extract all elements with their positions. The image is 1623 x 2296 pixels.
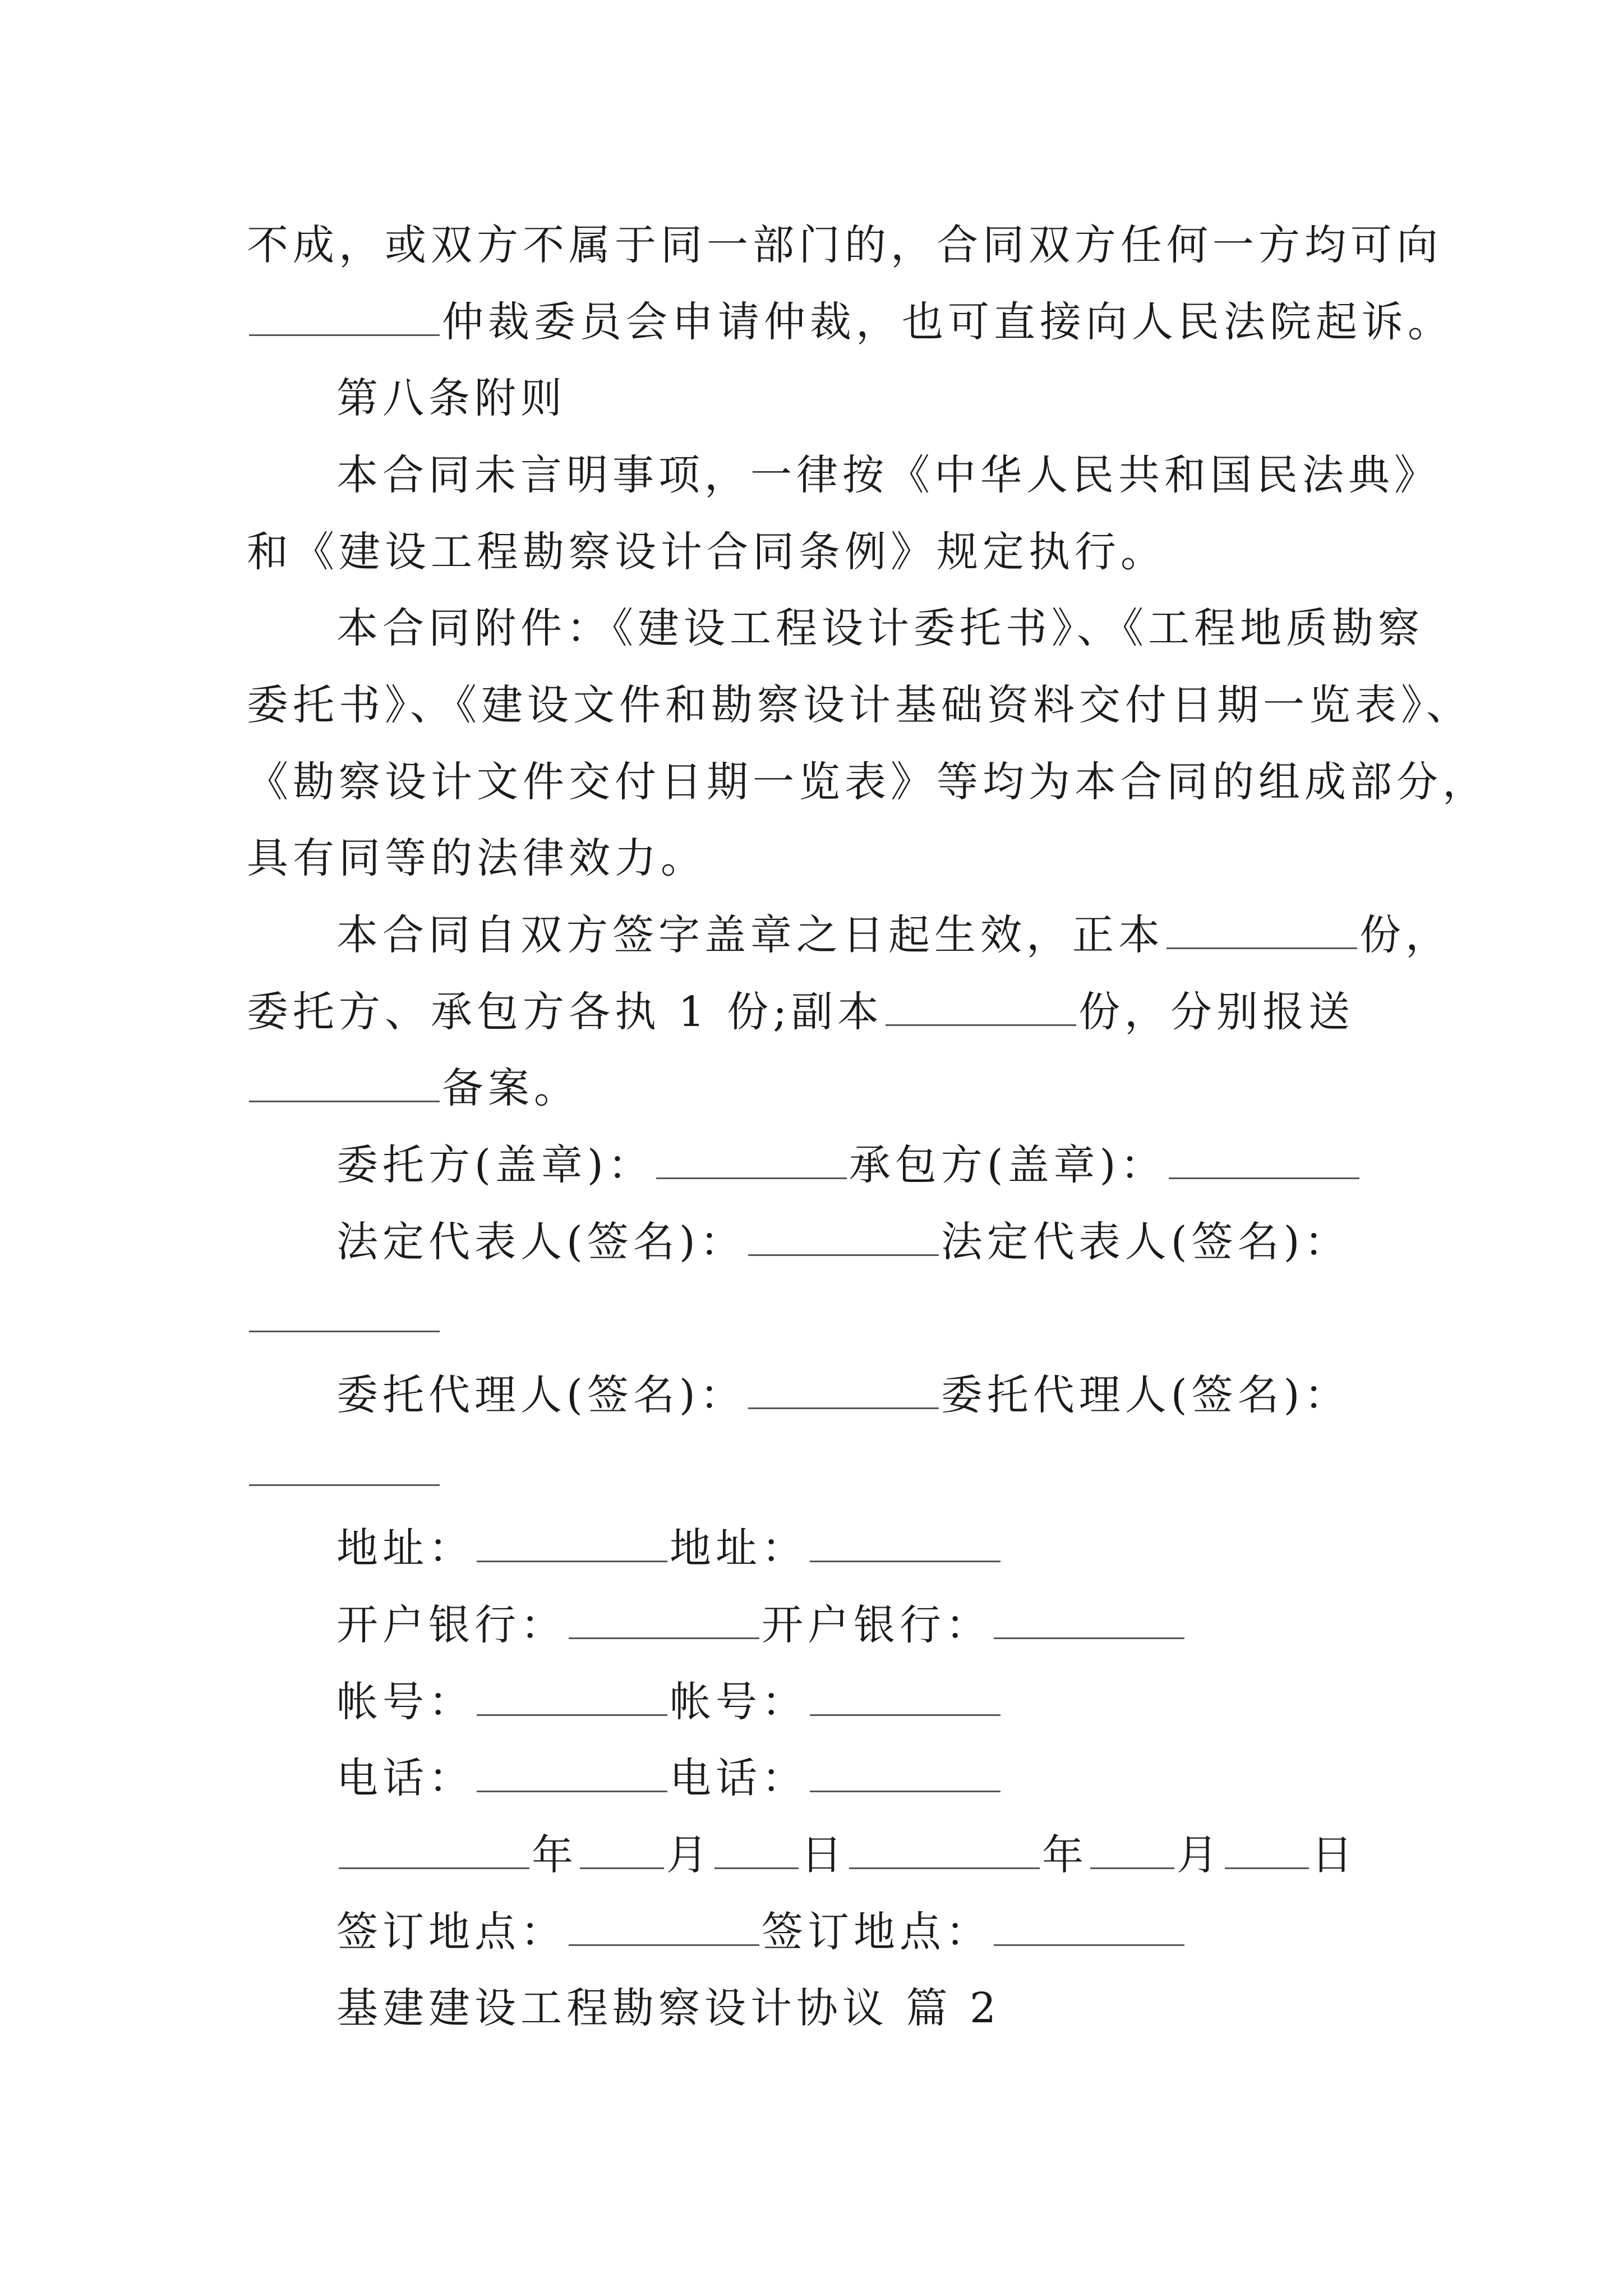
signature-legal-rep-row: 法定代表人(签名)： 法定代表人(签名)： [336,1218,1350,1266]
signature-agent-row: 委托代理人(签名)： 委托代理人(签名)： [336,1371,1350,1419]
signature-phone-row: 电话： 电话： [336,1757,1003,1799]
blank-field[interactable] [569,1940,759,1946]
signature-address-row: 地址： 地址： [336,1527,1003,1569]
blank-field[interactable] [249,1480,440,1486]
paragraph-effect-line-3: 备案。 [247,1068,580,1109]
paragraph-effect-line-1: 本合同自双方签字盖章之日起生效，正本 份， [336,911,1451,959]
blank-field[interactable] [569,1633,759,1639]
blank-field[interactable] [477,1786,667,1792]
paragraph-arbitration-line-1: 不成，或双方不属于同一部门的，合同双方任何一方均可向 [247,221,1442,269]
signature-place-row: 签订地点： 签订地点： [336,1911,1187,1953]
blank-field[interactable] [1225,1863,1309,1869]
blank-field[interactable] [249,1096,440,1102]
blank-field[interactable] [748,1403,939,1409]
signature-date-row: 年 月 日 年 月 日 [336,1834,1357,1876]
paragraph-attachments-line-3: 《勘察设计文件交付日期一览表》等均为本合同的组成部分， [247,758,1488,806]
signature-legal-rep-blank-row [247,1297,442,1339]
blank-field[interactable] [656,1173,847,1179]
blank-field[interactable] [714,1863,799,1869]
next-section-title: 基建建设工程勘察设计协议 篇 2 [336,1984,1001,2032]
blank-field[interactable] [810,1710,1000,1716]
signature-seal-row: 委托方(盖章)： 承包方(盖章)： [336,1144,1362,1186]
blank-field[interactable] [249,1326,440,1332]
paragraph-effect-line-2: 委托方、承包方各执 1 份;副本 份，分别报送 [247,988,1355,1036]
blank-field[interactable] [1169,1173,1359,1179]
article-8-heading: 第八条附则 [336,374,566,422]
signature-bank-row: 开户银行： 开户银行： [336,1604,1187,1646]
paragraph-arbitration-line-2: 仲裁委员会申请仲裁，也可直接向人民法院起诉。 [247,301,1454,343]
signature-agent-blank-row [247,1451,442,1493]
paragraph-law-line-2: 和《建设工程勘察设计合同条例》规定执行。 [247,528,1166,576]
blank-field[interactable] [886,1020,1076,1026]
paragraph-attachments-line-1: 本合同附件：《建设工程设计委托书》、《工程地质勘察 [336,604,1424,652]
blank-field[interactable] [810,1786,1000,1792]
blank-field[interactable] [339,1863,529,1869]
blank-field[interactable] [477,1710,667,1716]
blank-field[interactable] [849,1863,1040,1869]
blank-field[interactable] [994,1940,1184,1946]
blank-field[interactable] [748,1250,939,1256]
signature-account-row: 帐号： 帐号： [336,1681,1003,1723]
blank-field[interactable] [994,1633,1184,1639]
blank-field[interactable] [1090,1863,1174,1869]
blank-field[interactable] [1166,943,1357,949]
paragraph-law-line-1: 本合同未言明事项，一律按《中华人民共和国民法典》 [336,451,1440,499]
blank-field[interactable] [580,1863,664,1869]
blank-field[interactable] [477,1556,667,1562]
paragraph-attachments-line-4: 具有同等的法律效力。 [247,834,707,882]
blank-field[interactable] [810,1556,1000,1562]
paragraph-attachments-line-2: 委托书》、《建设文件和勘察设计基础资料交付日期一览表》、 [247,681,1472,729]
blank-field[interactable] [249,330,440,336]
